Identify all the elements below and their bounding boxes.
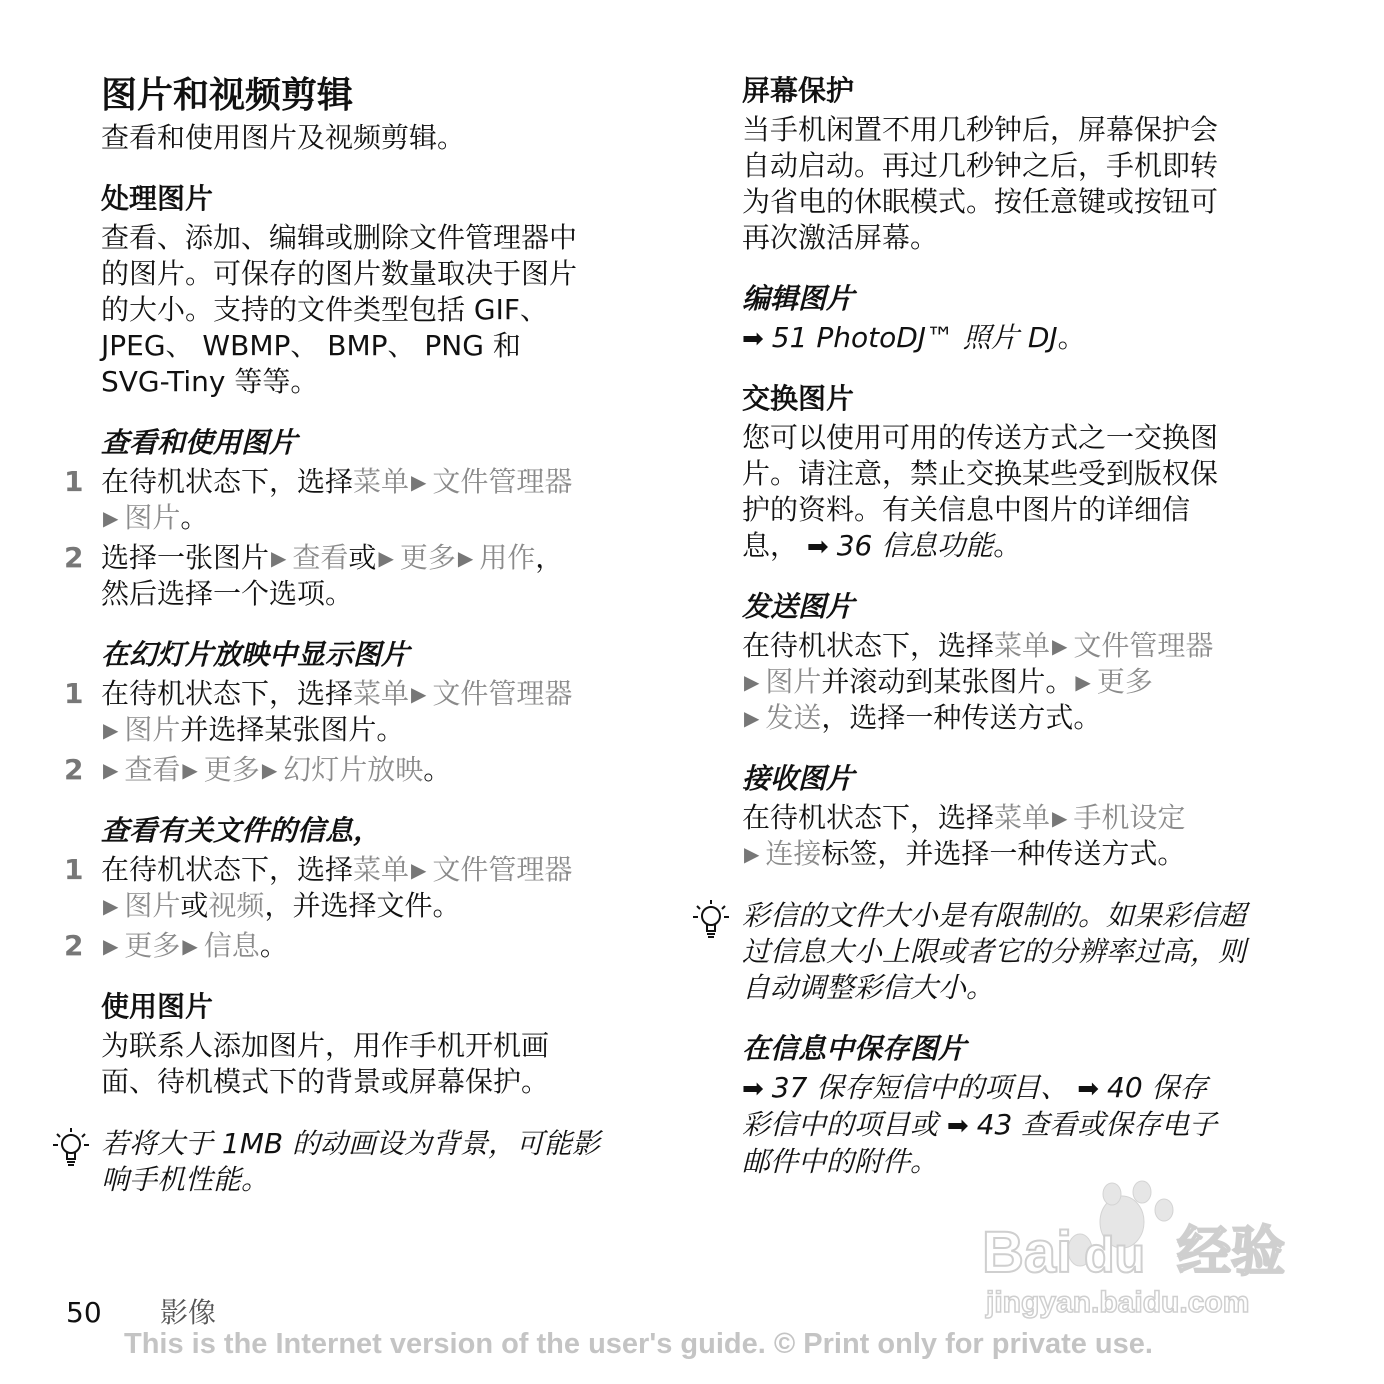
save-images-heading: 在信息中保存图片 bbox=[742, 1032, 967, 1065]
body-text: 息， bbox=[742, 529, 799, 562]
body-line: 查看、添加、编辑或删除文件管理器中 bbox=[101, 221, 578, 254]
send-images-body bbox=[742, 628, 1213, 736]
menu-label: 更多 bbox=[203, 753, 260, 786]
menu-arrow-icon: ▶ bbox=[103, 934, 119, 958]
menu-label: 图片 bbox=[765, 665, 822, 698]
menu-arrow-icon: ▶ bbox=[411, 470, 427, 494]
menu-label: 菜单 bbox=[994, 801, 1051, 834]
page-reference: 43 查看或保存电子 bbox=[976, 1108, 1218, 1141]
view-use-step-2 bbox=[64, 540, 564, 612]
watermark-brand: du bbox=[1084, 1227, 1146, 1283]
exchange-images-body bbox=[742, 420, 1218, 565]
body-line: SVG-Tiny 等等。 bbox=[101, 365, 319, 398]
menu-arrow-icon: ▶ bbox=[744, 842, 760, 866]
footer-disclaimer: This is the Internet version of the user's guide. © Print only for private use. bbox=[124, 1328, 1153, 1360]
menu-label: 图片 bbox=[124, 501, 181, 534]
step-text: 选择一张图片 bbox=[101, 541, 270, 574]
menu-arrow-icon: ▶ bbox=[1075, 670, 1091, 694]
menu-arrow-icon: ▶ bbox=[378, 546, 394, 570]
menu-label: 文件管理器 bbox=[432, 853, 573, 886]
page-reference: 51 PhotoDJ™ 照片 DJ bbox=[771, 321, 1058, 354]
menu-arrow-icon: ▶ bbox=[261, 758, 278, 782]
file-info-heading: 查看有关文件的信息， bbox=[101, 814, 382, 847]
menu-label: 图片 bbox=[124, 713, 181, 746]
step-text: 在待机状态下，选择 bbox=[101, 677, 354, 710]
page-number: 50 bbox=[66, 1296, 102, 1329]
watermark-brand: Bai bbox=[982, 1220, 1073, 1285]
menu-arrow-icon: ▶ bbox=[103, 718, 119, 742]
menu-label: 更多 bbox=[1096, 665, 1153, 698]
menu-arrow-icon: ▶ bbox=[103, 758, 119, 782]
menu-label: 手机设定 bbox=[1073, 801, 1186, 834]
menu-arrow-icon: ▶ bbox=[182, 934, 198, 958]
menu-arrow-icon: ▶ bbox=[411, 858, 427, 882]
menu-label: 菜单 bbox=[994, 629, 1051, 662]
file-info-step-2 bbox=[64, 928, 288, 964]
step-text: 在待机状态下，选择 bbox=[101, 853, 354, 886]
step-text: 在待机状态下，选择 bbox=[101, 465, 354, 498]
edit-images-ref bbox=[742, 320, 1086, 357]
body-line: 片。请注意，禁止交换某些受到版权保 bbox=[742, 457, 1219, 490]
step-number: 1 bbox=[64, 465, 84, 498]
step-number: 2 bbox=[64, 753, 84, 786]
body-line: 面、待机模式下的背景或屏幕保护。 bbox=[101, 1065, 550, 1098]
step-text: 在待机状态下，选择 bbox=[742, 801, 995, 834]
step-text: 。 bbox=[259, 929, 288, 962]
reference-arrow-icon: ➡ bbox=[742, 1074, 764, 1104]
menu-arrow-icon: ▶ bbox=[411, 682, 427, 706]
reference-arrow-icon: ➡ bbox=[742, 324, 764, 354]
menu-label: 文件管理器 bbox=[432, 465, 573, 498]
page-title: 图片和视频剪辑 bbox=[101, 75, 354, 116]
step-text: 在待机状态下，选择 bbox=[742, 629, 995, 662]
menu-label: 菜单 bbox=[353, 853, 410, 886]
baidu-watermark bbox=[972, 1180, 1312, 1320]
menu-arrow-icon: ▶ bbox=[744, 670, 760, 694]
watermark-brand: 经验 bbox=[1177, 1220, 1285, 1283]
tip-line: 响手机性能。 bbox=[101, 1163, 270, 1196]
body-line: 自动启动。再过几秒钟之后，手机即转 bbox=[742, 149, 1219, 182]
save-images-refs bbox=[742, 1070, 1217, 1180]
step-text: ， bbox=[535, 541, 564, 574]
body-line: 的大小。支持的文件类型包括 GIF、 bbox=[101, 293, 548, 326]
step-text: 。 bbox=[180, 501, 209, 534]
body-line: 为省电的休眠模式。按任意键或按钮可 bbox=[742, 185, 1219, 218]
step-number: 1 bbox=[64, 853, 84, 886]
menu-label: 发送 bbox=[765, 701, 822, 734]
tip-line: 彩信的文件大小是有限制的。如果彩信超 bbox=[742, 899, 1247, 932]
menu-label: 更多 bbox=[124, 929, 181, 962]
view-use-step-1 bbox=[64, 464, 573, 536]
step-text: 或 bbox=[180, 889, 209, 922]
menu-arrow-icon: ▶ bbox=[103, 506, 119, 530]
slideshow-step-1 bbox=[64, 676, 573, 748]
menu-arrow-icon: ▶ bbox=[744, 706, 760, 730]
menu-arrow-icon: ▶ bbox=[457, 546, 474, 570]
slideshow-step-2 bbox=[64, 752, 452, 788]
section-name: 影像 bbox=[160, 1296, 217, 1329]
menu-label: 图片 bbox=[124, 889, 181, 922]
menu-arrow-icon: ▶ bbox=[1052, 634, 1068, 658]
menu-label: 幻灯片放映 bbox=[283, 753, 424, 786]
page-reference: 40 保存 bbox=[1107, 1071, 1208, 1104]
body-line: 护的资料。有关信息中图片的详细信 bbox=[742, 493, 1191, 526]
file-info-step-1 bbox=[64, 852, 573, 924]
menu-label: 用作 bbox=[479, 541, 536, 574]
step-number: 2 bbox=[64, 541, 84, 574]
handle-images-body bbox=[101, 220, 577, 400]
send-images-heading: 发送图片 bbox=[742, 590, 855, 623]
body-line: 的图片。可保存的图片数量取决于图片 bbox=[101, 257, 578, 290]
menu-label: 连接 bbox=[765, 837, 822, 870]
step-text: 或 bbox=[348, 541, 377, 574]
body-text: 彩信中的项目或 bbox=[742, 1108, 939, 1141]
use-images-heading: 使用图片 bbox=[101, 990, 214, 1023]
reference-arrow-icon: ➡ bbox=[806, 532, 829, 562]
body-line: 当手机闲置不用几秒钟后，屏幕保护会 bbox=[742, 113, 1219, 146]
step-text: ，并选择文件。 bbox=[264, 889, 461, 922]
page-reference: 36 信息功能 bbox=[836, 529, 994, 562]
exchange-images-heading: 交换图片 bbox=[742, 382, 855, 415]
tip-note bbox=[742, 898, 1246, 1006]
tip-line: 过信息大小上限或者它的分辨率过高，则 bbox=[742, 935, 1247, 968]
menu-arrow-icon: ▶ bbox=[103, 894, 119, 918]
slideshow-heading: 在幻灯片放映中显示图片 bbox=[101, 638, 410, 671]
menu-arrow-icon: ▶ bbox=[271, 546, 287, 570]
tip-line: 若将大于 1MB 的动画设为背景，可能影 bbox=[101, 1127, 600, 1160]
menu-label: 菜单 bbox=[353, 465, 410, 498]
body-line: 您可以使用可用的传送方式之一交换图 bbox=[742, 421, 1219, 454]
handle-images-heading: 处理图片 bbox=[101, 182, 214, 215]
receive-images-heading: 接收图片 bbox=[742, 762, 855, 795]
lightbulb-icon bbox=[690, 898, 732, 942]
step-number: 1 bbox=[64, 677, 84, 710]
intro-text: 查看和使用图片及视频剪辑。 bbox=[101, 121, 466, 154]
ref-end: 。 bbox=[993, 529, 1022, 562]
menu-arrow-icon: ▶ bbox=[1052, 806, 1068, 830]
menu-label: 更多 bbox=[399, 541, 456, 574]
ref-end: 。 bbox=[1057, 321, 1086, 354]
menu-label: 菜单 bbox=[353, 677, 410, 710]
step-text: 。 bbox=[423, 753, 452, 786]
menu-label: 文件管理器 bbox=[1073, 629, 1214, 662]
tip-line: 自动调整彩信大小。 bbox=[742, 971, 995, 1004]
tip-note bbox=[101, 1126, 600, 1198]
watermark-url: jingyan.baidu.com bbox=[986, 1286, 1250, 1319]
step-text: 并选择某张图片。 bbox=[180, 713, 405, 746]
menu-label: 视频 bbox=[208, 889, 265, 922]
step-text: 然后选择一个选项。 bbox=[101, 577, 354, 610]
screensaver-heading: 屏幕保护 bbox=[742, 74, 855, 107]
step-text: 标签，并选择一种传送方式。 bbox=[821, 837, 1186, 870]
step-text: 并滚动到某张图片。 bbox=[821, 665, 1074, 698]
menu-label: 文件管理器 bbox=[432, 677, 573, 710]
receive-images-body bbox=[742, 800, 1185, 872]
menu-label: 查看 bbox=[292, 541, 349, 574]
reference-arrow-icon: ➡ bbox=[1077, 1074, 1100, 1104]
reference-arrow-icon: ➡ bbox=[946, 1111, 969, 1141]
edit-images-heading: 编辑图片 bbox=[742, 282, 855, 315]
body-line: 为联系人添加图片，用作手机开机画 bbox=[101, 1029, 550, 1062]
body-line: JPEG、 WBMP、 BMP、 PNG 和 bbox=[101, 329, 521, 362]
view-use-heading: 查看和使用图片 bbox=[101, 426, 298, 459]
body-line: 再次激活屏幕。 bbox=[742, 221, 939, 254]
page-reference: 37 保存短信中的项目、 bbox=[771, 1071, 1069, 1104]
menu-label: 信息 bbox=[203, 929, 260, 962]
screensaver-body bbox=[742, 112, 1218, 256]
menu-label: 查看 bbox=[124, 753, 181, 786]
body-text: 邮件中的附件。 bbox=[742, 1145, 939, 1178]
step-number: 2 bbox=[64, 929, 84, 962]
menu-arrow-icon: ▶ bbox=[182, 758, 198, 782]
lightbulb-icon bbox=[50, 1126, 92, 1170]
step-text: ，选择一种传送方式。 bbox=[821, 701, 1102, 734]
use-images-body bbox=[101, 1028, 549, 1100]
